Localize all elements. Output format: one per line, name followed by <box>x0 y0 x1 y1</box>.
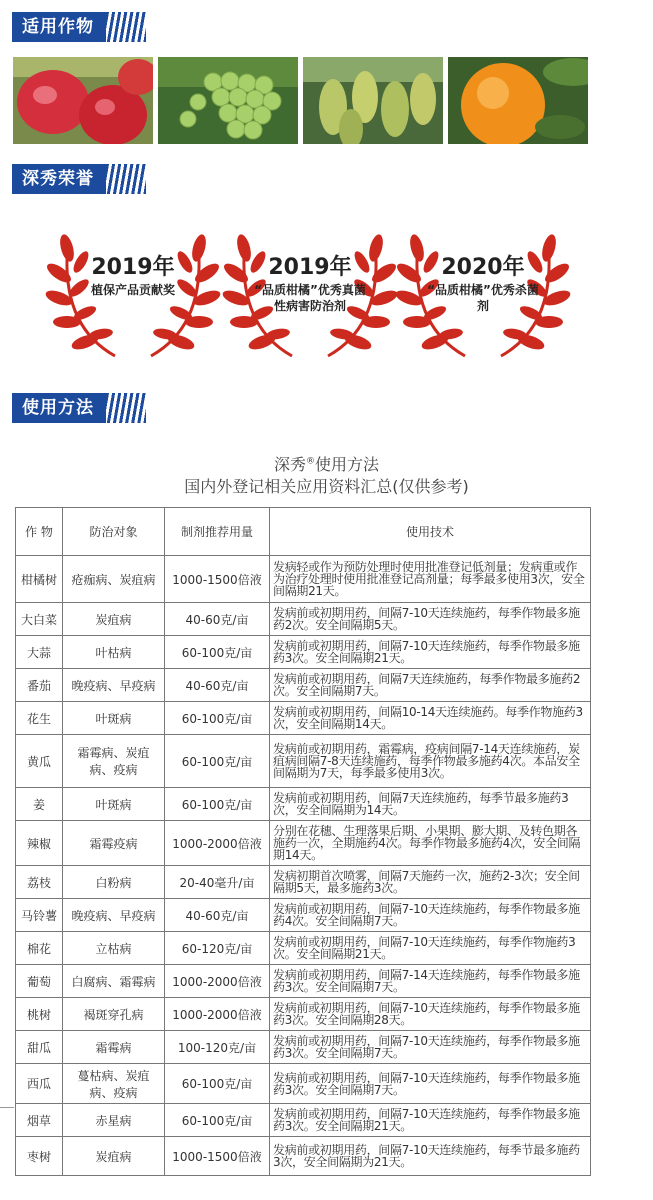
table-row <box>16 603 591 636</box>
technique-cell: 发病前或初期用药，霜霉病，疫病间隔7-14天连续施药，炭疽病间隔7-8天连续施药，每季作物最多施药4次。本品安全间隔期为7天，每季最多使用3次。 <box>270 735 591 788</box>
target-cell: 白腐病、霜霉病 <box>63 965 165 998</box>
section-title: 使用方法 <box>12 393 106 423</box>
table-row <box>16 866 591 899</box>
dosage-cell: 40-60克/亩 <box>165 899 270 932</box>
dosage-cell: 60-100克/亩 <box>165 1064 270 1104</box>
technique-cell: 发病前或初期用药，间隔7-10天连续施药，每季作物最多施药3次。安全间隔期7天。 <box>270 1064 591 1104</box>
crop-cell: 大蒜 <box>16 636 63 669</box>
target-cell: 炭疽病 <box>63 603 165 636</box>
crop-cell: 花生 <box>16 702 63 735</box>
target-cell: 叶斑病 <box>63 788 165 821</box>
usage-subtitle: 国内外登记相关应用资料汇总(仅供参考) <box>184 477 469 496</box>
section-title: 适用作物 <box>12 12 106 42</box>
dosage-cell: 100-120克/亩 <box>165 1031 270 1064</box>
target-cell: 白粉病 <box>63 866 165 899</box>
table-row <box>16 735 591 788</box>
table-row <box>16 998 591 1031</box>
column-header-crop: 作 物 <box>16 508 63 556</box>
technique-cell: 发病前或初期用药，间隔10-14天连续施药。每季作物施药3次，安全间隔期14天。 <box>270 702 591 735</box>
table-row <box>16 1104 591 1137</box>
crop-cell: 番茄 <box>16 669 63 702</box>
dosage-cell: 60-100克/亩 <box>165 735 270 788</box>
citrus-photo <box>448 57 588 144</box>
dosage-cell: 1000-2000倍液 <box>165 998 270 1031</box>
crop-cell: 大白菜 <box>16 603 63 636</box>
target-cell: 叶枯病 <box>63 636 165 669</box>
target-cell: 蔓枯病、炭疽病、疫病 <box>63 1064 165 1104</box>
brand-name: 深秀 <box>273 455 306 474</box>
section-stripes-decoration <box>106 12 146 42</box>
technique-cell: 发病前或初期用药，间隔7-10天连续施药，每季作物最多施药3次。安全间隔期21天。 <box>270 1104 591 1137</box>
crop-cell: 辣椒 <box>16 821 63 866</box>
technique-cell: 发病前或初期用药，间隔7-10天连续施药，每季作物最多施药3次。安全间隔期21天。 <box>270 636 591 669</box>
award-badge <box>222 218 398 363</box>
technique-cell: 发病前或初期用药，间隔7-10天连续施药，每季作物施药3次。安全间隔期21天。 <box>270 932 591 965</box>
crop-cell: 枣树 <box>16 1137 63 1176</box>
crop-cell: 柑橘树 <box>16 556 63 603</box>
target-cell: 炭疽病 <box>63 1137 165 1176</box>
target-cell: 霜霉病、炭疽病、疫病 <box>63 735 165 788</box>
column-header-target: 防治对象 <box>63 508 165 556</box>
section-stripes-decoration <box>106 393 146 423</box>
column-header-dosage: 制剂推荐用量 <box>165 508 270 556</box>
technique-cell: 发病前或初期用药，间隔7-10天连续施药，每季作物最多施药3次。安全间隔期7天。 <box>270 1031 591 1064</box>
table-row <box>16 1031 591 1064</box>
usage-title-text: 使用方法 <box>315 455 380 474</box>
award-year: 2019年 <box>91 255 175 280</box>
technique-cell: 分别在花穗、生理落果后期、小果期、膨大期、及转色期各施药一次，全期施药4次。每季作物最多施药4次，安全间隔期14天。 <box>270 821 591 866</box>
technique-cell: 发病轻或作为预防处理时使用批准登记低剂量；发病重或作为治疗处理时使用批准登记高剂量；每季最多使用3次，安全间隔期21天。 <box>270 556 591 603</box>
dosage-cell: 20-40毫升/亩 <box>165 866 270 899</box>
dosage-cell: 1000-2000倍液 <box>165 821 270 866</box>
crop-cell: 西瓜 <box>16 1064 63 1104</box>
award-description: 植保产品贡献奖 <box>90 283 175 297</box>
table-row <box>16 932 591 965</box>
crop-cell: 甜瓜 <box>16 1031 63 1064</box>
table-row <box>16 899 591 932</box>
registered-mark: ® <box>306 456 315 467</box>
technique-cell: 发病前或初期用药，间隔7-10天连续施药，每季作物最多施药4次。安全间隔期7天。 <box>270 899 591 932</box>
award-description: “品质柑橘”优秀杀菌剂 <box>427 283 539 313</box>
column-header-technique: 使用技术 <box>270 508 591 556</box>
dosage-cell: 40-60克/亩 <box>165 669 270 702</box>
award-year: 2020年 <box>441 255 525 280</box>
target-cell: 疮痂病、炭疽病 <box>63 556 165 603</box>
target-cell: 赤星病 <box>63 1104 165 1137</box>
crop-cell: 烟草 <box>16 1104 63 1137</box>
usage-table <box>15 507 591 1176</box>
dosage-cell: 60-100克/亩 <box>165 788 270 821</box>
target-cell: 叶斑病 <box>63 702 165 735</box>
crop-cell: 马铃薯 <box>16 899 63 932</box>
award-year: 2019年 <box>268 255 352 280</box>
section-header-crops <box>12 12 146 42</box>
section-header-usage <box>12 393 146 423</box>
mango-photo <box>303 57 443 144</box>
technique-cell: 发病前或初期用药，间隔7-10天连续施药，每季作物最多施药3次。安全间隔期28天。 <box>270 998 591 1031</box>
target-cell: 晚疫病、早疫病 <box>63 669 165 702</box>
technique-cell: 发病前或初期用药，间隔7-14天连续施药，每季作物最多施药3次。安全间隔期7天。 <box>270 965 591 998</box>
target-cell: 霜霉病 <box>63 1031 165 1064</box>
dosage-cell: 60-100克/亩 <box>165 702 270 735</box>
technique-cell: 发病初期首次喷雾，间隔7天施药一次，施药2-3次；安全间隔期5天，最多施药3次。 <box>270 866 591 899</box>
target-cell: 褐斑穿孔病 <box>63 998 165 1031</box>
apple-photo <box>13 57 153 144</box>
usage-title <box>0 452 653 475</box>
section-header-honors <box>12 164 146 194</box>
table-row <box>16 702 591 735</box>
section-stripes-decoration <box>106 164 146 194</box>
table-row <box>16 965 591 998</box>
crop-cell: 桃树 <box>16 998 63 1031</box>
dosage-cell: 60-100克/亩 <box>165 1104 270 1137</box>
dosage-cell: 60-120克/亩 <box>165 932 270 965</box>
target-cell: 霜霉疫病 <box>63 821 165 866</box>
table-row <box>16 1064 591 1104</box>
table-row <box>16 556 591 603</box>
table-header-row <box>16 508 591 556</box>
grape-photo <box>158 57 298 144</box>
table-row <box>16 788 591 821</box>
dosage-cell: 40-60克/亩 <box>165 603 270 636</box>
dosage-cell: 1000-1500倍液 <box>165 1137 270 1176</box>
dosage-cell: 1000-1500倍液 <box>165 556 270 603</box>
divider <box>0 1107 14 1108</box>
table-row <box>16 1137 591 1176</box>
table-row <box>16 669 591 702</box>
crop-cell: 葡萄 <box>16 965 63 998</box>
technique-cell: 发病前或初期用药，间隔7天连续施药，每季节最多施药3次，安全间隔期为14天。 <box>270 788 591 821</box>
target-cell: 晚疫病、早疫病 <box>63 899 165 932</box>
table-row <box>16 636 591 669</box>
crop-cell: 黄瓜 <box>16 735 63 788</box>
award-badge <box>45 218 221 363</box>
award-description: “品质柑橘”优秀真菌性病害防治剂 <box>254 283 366 313</box>
crop-cell: 棉花 <box>16 932 63 965</box>
award-badge <box>395 218 571 363</box>
dosage-cell: 1000-2000倍液 <box>165 965 270 998</box>
target-cell: 立枯病 <box>63 932 165 965</box>
section-title: 深秀荣誉 <box>12 164 106 194</box>
technique-cell: 发病前或初期用药，间隔7-10天连续施药，每季节最多施药3次，安全间隔期为21天。 <box>270 1137 591 1176</box>
dosage-cell: 60-100克/亩 <box>165 636 270 669</box>
table-row <box>16 821 591 866</box>
crop-cell: 荔枝 <box>16 866 63 899</box>
technique-cell: 发病前或初期用药，间隔7-10天连续施药，每季作物最多施药2次。安全间隔期5天。 <box>270 603 591 636</box>
technique-cell: 发病前或初期用药，间隔7天连续施药，每季作物最多施药2次。安全间隔期7天。 <box>270 669 591 702</box>
crop-cell: 姜 <box>16 788 63 821</box>
